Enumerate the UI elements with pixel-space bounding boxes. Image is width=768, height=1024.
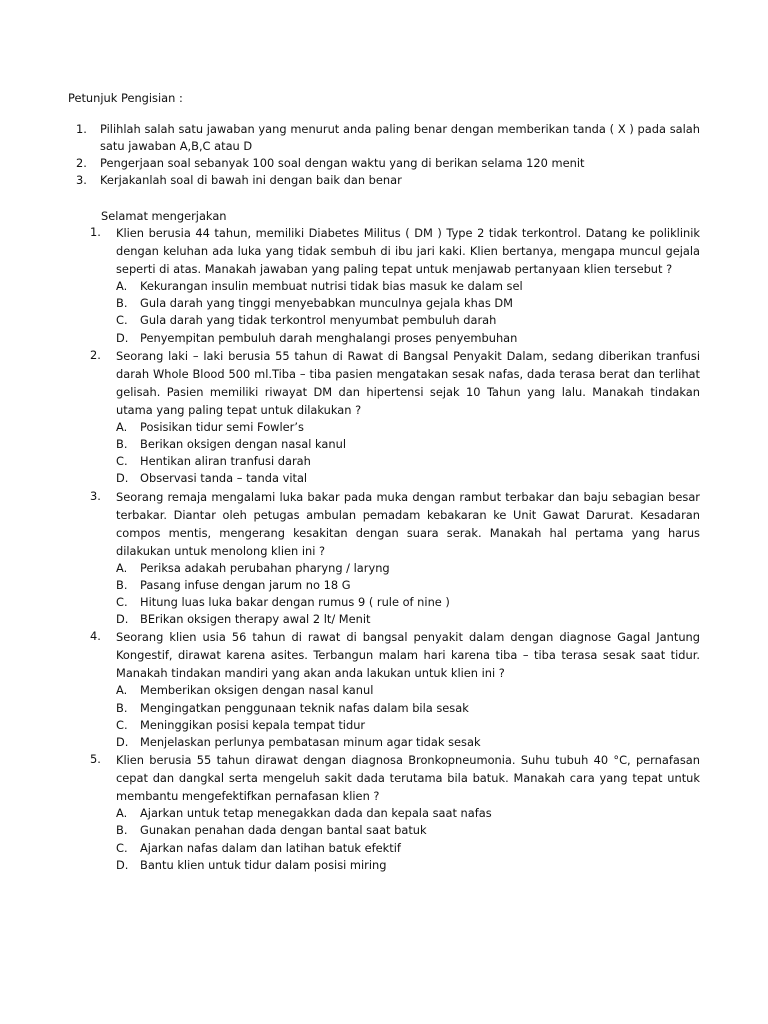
- option-text: Menjelaskan perlunya pembatasan minum agar tidak sesak: [140, 735, 481, 750]
- answer-option[interactable]: [116, 840, 700, 857]
- question-text: Klien berusia 44 tahun, memiliki Diabetes Militus ( DM ) Type 2 tidak terkontrol. Datang ke poliklinik dengan keluhan ada luka yang tidak sembuh di ibu jari kaki. Klien bertanya, mengapa muncul gejala seperti di atas. Manakah jawaban yang paling tepat untuk menjawab pertanyaan klien tersebut ?: [116, 226, 700, 276]
- option-letter: B.: [116, 700, 128, 715]
- option-text: Gunakan penahan dada dengan bantal saat batuk: [140, 823, 427, 838]
- option-text: Berikan oksigen dengan nasal kanul: [140, 437, 347, 452]
- answer-option[interactable]: [116, 594, 700, 611]
- answer-option[interactable]: [116, 560, 700, 577]
- instruction-item: [68, 121, 700, 155]
- greeting-text: Selamat mengerjakan: [101, 209, 227, 223]
- instruction-text: Pengerjaan soal sebanyak 100 soal dengan waktu yang di berikan selama 120 menit: [100, 156, 585, 170]
- instruction-number: 2.: [76, 156, 87, 170]
- instruction-text: Kerjakanlah soal di bawah ini dengan baik dan benar: [100, 173, 402, 187]
- option-text: Ajarkan untuk tetap menegakkan dada dan kepala saat nafas: [140, 806, 492, 821]
- question-text: Klien berusia 55 tahun dirawat dengan diagnosa Bronkopneumonia. Suhu tubuh 40 °C, pernafasan cepat dan dangkal serta mengeluh sakit dada terutama bila batuk. Manakah cara yang tepat untuk membantu mengefektifkan pernafasan klien ?: [116, 753, 700, 804]
- question-row: [90, 347, 700, 419]
- option-text: Gula darah yang tinggi menyebabkan munculnya gejala khas DM: [140, 296, 513, 311]
- option-text: Bantu klien untuk tidur dalam posisi miring: [140, 857, 387, 872]
- answer-option[interactable]: [116, 419, 700, 436]
- option-text: Hitung luas luka bakar dengan rumus 9 ( rule of nine ): [140, 595, 450, 610]
- option-text: Mengingatkan penggunaan teknik nafas dalam bila sesak: [140, 700, 469, 715]
- instruction-number: 1.: [76, 122, 87, 136]
- instruction-item: [68, 155, 700, 172]
- option-text: Ajarkan nafas dalam dan latihan batuk efektif: [140, 840, 401, 855]
- option-text: Meninggikan posisi kepala tempat tidur: [140, 717, 366, 732]
- option-letter: A.: [116, 683, 128, 698]
- option-letter: A.: [116, 806, 128, 821]
- question-number: 3.: [90, 488, 101, 503]
- option-letter: C.: [116, 454, 128, 469]
- instructions-heading: Petunjuk Pengisian :: [68, 91, 183, 105]
- option-letter: C.: [116, 595, 128, 610]
- option-letter: B.: [116, 437, 128, 452]
- question-row: [90, 751, 700, 805]
- answer-option[interactable]: [116, 682, 700, 699]
- option-letter: A.: [116, 560, 128, 575]
- answer-option[interactable]: [116, 453, 700, 470]
- option-letter: B.: [116, 296, 128, 311]
- question-row: [90, 224, 700, 278]
- question-item: [90, 488, 700, 629]
- instruction-item: [68, 172, 700, 189]
- instruction-text: Pilihlah salah satu jawaban yang menurut anda paling benar dengan memberikan tanda ( X ) pada salah satu jawaban A,B,C atau D: [100, 122, 700, 153]
- option-letter: C.: [116, 840, 128, 855]
- option-letter: D.: [116, 612, 129, 627]
- answer-option[interactable]: [116, 577, 700, 594]
- option-text: Kekurangan insulin membuat nutrisi tidak bias masuk ke dalam sel: [140, 279, 523, 293]
- option-letter: B.: [116, 577, 128, 592]
- option-letter: A.: [116, 279, 128, 293]
- option-letter: D.: [116, 471, 129, 486]
- answer-option[interactable]: [116, 330, 700, 347]
- question-number: 2.: [90, 347, 101, 362]
- option-letter: A.: [116, 419, 128, 434]
- question-number: 1.: [90, 225, 101, 239]
- instructions-list: [68, 121, 700, 189]
- question-text: Seorang laki – laki berusia 55 tahun di Rawat di Bangsal Penyakit Dalam, sedang diberikan tranfusi darah Whole Blood 500 ml.Tiba – tiba pasien mengatakan sesak nafas, dada terasa berat dan terlihat gelisah. Pasien memiliki riwayat DM dan hipertensi sejak 10 Tahun yang lalu. Manakah tindakan utama yang paling tepat untuk dilakukan ?: [116, 348, 700, 417]
- question-item: [90, 347, 700, 488]
- option-text: Periksa adakah perubahan pharyng / laryng: [140, 560, 390, 575]
- option-text: Penyempitan pembuluh darah menghalangi proses penyembuhan: [140, 330, 518, 345]
- option-text: Hentikan aliran tranfusi darah: [140, 454, 311, 469]
- option-letter: C.: [116, 313, 128, 328]
- answer-option[interactable]: [116, 717, 700, 734]
- answer-option[interactable]: [116, 470, 700, 487]
- answer-option[interactable]: [116, 805, 700, 822]
- option-text: Gula darah yang tidak terkontrol menyumbat pembuluh darah: [140, 313, 497, 328]
- instruction-number: 3.: [76, 173, 87, 187]
- option-letter: D.: [116, 330, 129, 345]
- option-letter: B.: [116, 823, 128, 838]
- question-item: [90, 628, 700, 751]
- question-number: 5.: [90, 752, 101, 767]
- answer-option[interactable]: [116, 734, 700, 751]
- question-item: [90, 224, 700, 347]
- question-row: [90, 488, 700, 560]
- answer-option[interactable]: [116, 312, 700, 329]
- answer-option[interactable]: [116, 278, 700, 295]
- question-text: Seorang remaja mengalami luka bakar pada muka dengan rambut terbakar dan baju sebagian besar terbakar. Diantar oleh petugas ambulan pemadam kebakaran ke Unit Gawat Darurat. Kesadaran compos mentis, mengerang kesakitan dengan suara serak. Manakah hal pertama yang harus dilakukan untuk menolong klien ini ?: [116, 489, 700, 558]
- option-text: BErikan oksigen therapy awal 2 lt/ Menit: [140, 612, 371, 627]
- question-item: [90, 751, 700, 874]
- answer-option[interactable]: [116, 436, 700, 453]
- question-row: [90, 628, 700, 682]
- answer-option[interactable]: [116, 822, 700, 839]
- questions-list: [90, 224, 700, 874]
- answer-option[interactable]: [116, 295, 700, 312]
- answer-option[interactable]: [116, 857, 700, 874]
- question-number: 4.: [90, 629, 101, 644]
- answer-option[interactable]: [116, 700, 700, 717]
- option-letter: C.: [116, 717, 128, 732]
- option-text: Pasang infuse dengan jarum no 18 G: [140, 577, 351, 592]
- option-text: Observasi tanda – tanda vital: [140, 471, 308, 486]
- answer-option[interactable]: [116, 611, 700, 628]
- option-text: Memberikan oksigen dengan nasal kanul: [140, 683, 374, 698]
- question-text: Seorang klien usia 56 tahun di rawat di bangsal penyakit dalam dengan diagnose Gagal Jantung Kongestif, dirawat karena asites. Terbangun malam hari karena tiba – tiba terasa sesak saat tidur. Manakah tindakan mandiri yang akan anda lakukan untuk klien ini ?: [116, 630, 700, 681]
- option-text: Posisikan tidur semi Fowler’s: [140, 419, 304, 434]
- option-letter: D.: [116, 857, 129, 872]
- option-letter: D.: [116, 735, 129, 750]
